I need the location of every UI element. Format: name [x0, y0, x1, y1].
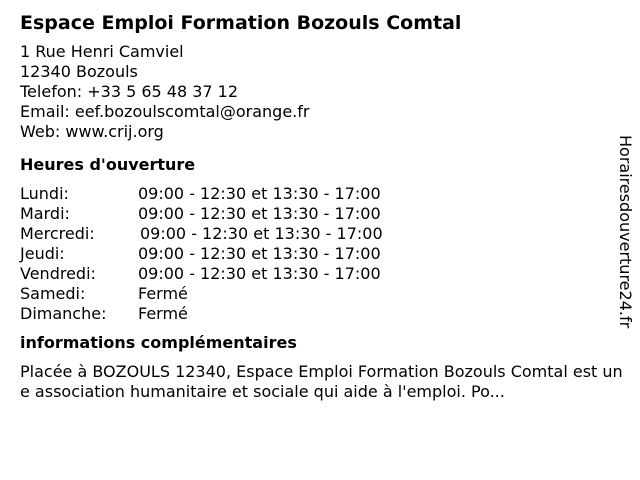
- site-watermark: Horairesdouverture24.fr: [616, 135, 635, 329]
- address-city: 12340 Bozouls: [20, 62, 138, 81]
- time-value: 09:00 - 12:30 et 13:30 - 17:00: [138, 244, 381, 263]
- day-label: Mardi:: [20, 204, 70, 223]
- opening-hours-heading: Heures d'ouverture: [20, 155, 196, 174]
- time-value: 09:00 - 12:30 et 13:30 - 17:00: [138, 264, 381, 283]
- day-label: Vendredi:: [20, 264, 96, 283]
- business-name: Espace Emploi Formation Bozouls Comtal: [20, 12, 462, 34]
- hours-row-friday: [20, 264, 620, 284]
- additional-info-text: Placée à BOZOULS 12340, Espace Emploi Formation Bozouls Comtal est une association humanitaire et sociale qui aide à l'emploi. Po...: [20, 362, 623, 401]
- time-value: Fermé: [138, 304, 188, 323]
- time-value: 09:00 - 12:30 et 13:30 - 17:00: [138, 184, 381, 203]
- day-label: Mercredi:: [20, 224, 95, 243]
- phone-number[interactable]: Telefon: +33 5 65 48 37 12: [20, 82, 239, 101]
- opening-hours-table: [20, 184, 620, 324]
- hours-row-wednesday: [20, 224, 620, 244]
- address-street: 1 Rue Henri Camviel: [20, 42, 184, 61]
- hours-row-saturday: [20, 284, 620, 304]
- email-address[interactable]: Email: eef.bozoulscomtal@orange.fr: [20, 102, 310, 121]
- time-value: 09:00 - 12:30 et 13:30 - 17:00: [140, 224, 383, 243]
- time-value: Fermé: [138, 284, 188, 303]
- hours-row-tuesday: [20, 204, 620, 224]
- hours-row-monday: [20, 184, 620, 204]
- day-label: Lundi:: [20, 184, 69, 203]
- day-label: Dimanche:: [20, 304, 107, 323]
- website-link[interactable]: Web: www.crij.org: [20, 122, 164, 141]
- business-card: [20, 10, 623, 402]
- day-label: Jeudi:: [20, 244, 65, 263]
- contact-block: [20, 42, 620, 142]
- day-label: Samedi:: [20, 284, 86, 303]
- hours-row-thursday: [20, 244, 620, 264]
- additional-info-heading: informations complémentaires: [20, 333, 297, 352]
- time-value: 09:00 - 12:30 et 13:30 - 17:00: [138, 204, 381, 223]
- hours-row-sunday: [20, 304, 620, 324]
